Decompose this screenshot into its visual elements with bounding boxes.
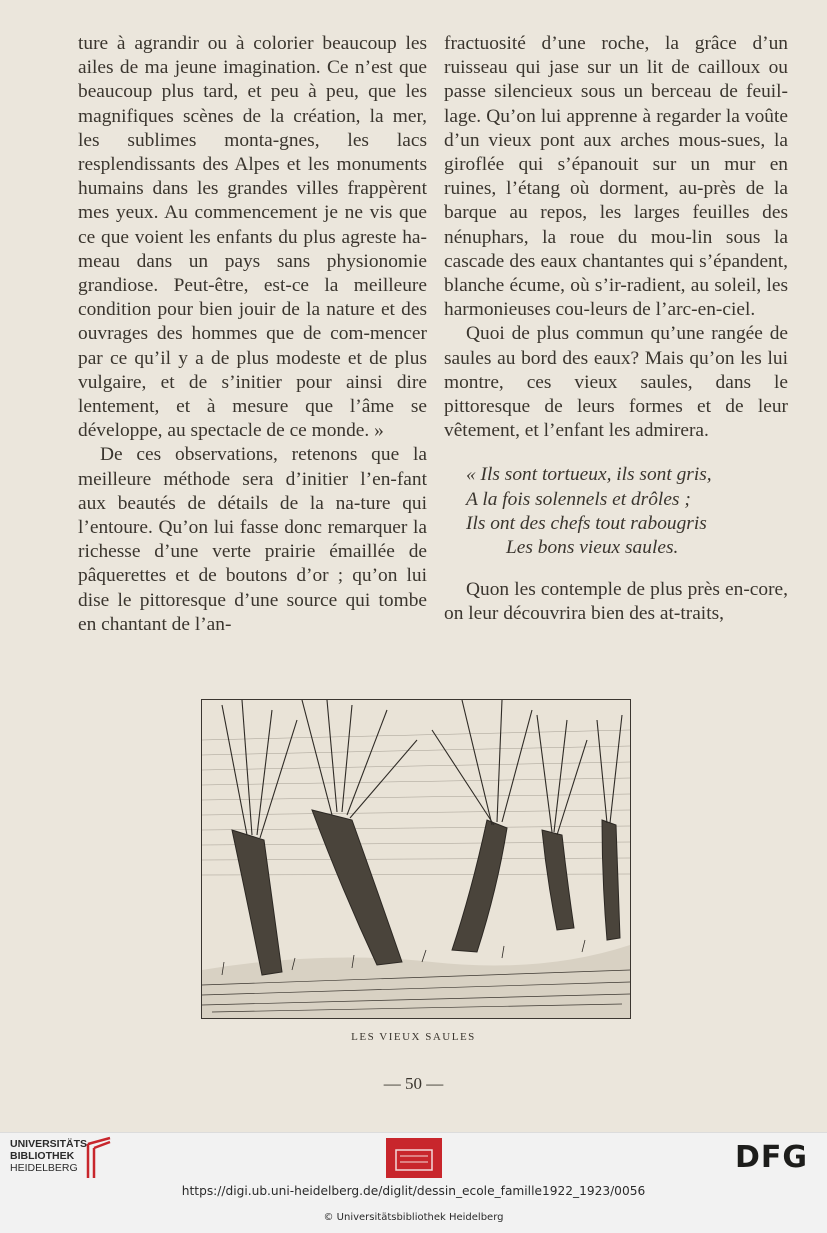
right-paragraph-3: Quon les contemple de plus près en-core, on leur découvrira bien des at-traits, — [444, 579, 788, 625]
library-name-line: HEIDELBERG — [10, 1162, 78, 1174]
willow-illustration — [201, 699, 631, 1019]
poem-stanza — [444, 463, 788, 560]
permalink-url[interactable]: https://digi.ub.uni-heidelberg.de/diglit/dessin_ecole_famille1922_1923/0056 — [181, 1184, 646, 1198]
left-column — [78, 32, 427, 637]
poem-line: A la fois solennels et drôles ; — [466, 488, 691, 510]
left-paragraph-2: De ces observations, retenons que la meilleure méthode sera d’initier l’en-fant aux beautés de détails de la na-ture qui l’entoure. Qu’on lui fasse donc remarquer la richesse d’une verte prairie émaillée de pâquerettes et de boutons d’or ; qu’on lui dise le pittoresque d’une source qui tombe en chantant de l’an- — [78, 444, 427, 635]
willow-engraving-image — [202, 700, 630, 1018]
library-name — [10, 1138, 91, 1174]
page-number: — 50 — — [383, 1074, 444, 1093]
poem-line: Ils ont des chefs tout rabougris — [466, 512, 707, 534]
right-paragraph-2: Quoi de plus commun qu’une rangée de saules au bord des eaux? Mais qu’on les lui montre, ces vieux saules, dans le pittoresque de leurs formes et de leur vêtement, et l’enfant les admirera. — [444, 323, 788, 442]
left-paragraph-1: ture à agrandir ou à colorier beaucoup les ailes de ma jeune imagination. Ce n’est que beaucoup plus tard, et peu à peu, que les magnifiques scènes de la création, la mer, les sublimes monta-gnes, les lacs resplendissants des Alpes et les monuments humains dans les grandes villes frappèrent mes yeux. Au commencement je ne vis que ce que voient les enfants du plus agreste ha-meau dans un pays sans physionomie grandiose. Peut-être, est-ce la meilleure condition pour bien jouir de la nature et des ouvrages des hommes que de com-mencer par ce qu’il y a de plus modeste et de plus vulgaire, et de s’initier pour ainsi dire lentement, et à mesure que l’âme se développe, au spectacle de ce monde. » — [78, 33, 427, 442]
illustration-caption: LES VIEUX SAULES — [351, 1031, 476, 1043]
university-library-logo[interactable] — [84, 1136, 114, 1180]
library-name-line: UNIVERSITÄTS- — [10, 1138, 91, 1150]
poem-line: « Ils sont tortueux, ils sont gris, — [466, 464, 712, 486]
right-column — [444, 32, 788, 627]
poem-line: Les bons vieux saules. — [506, 537, 679, 559]
copyright-notice: © Universitätsbibliothek Heidelberg — [323, 1212, 504, 1223]
right-paragraph-1: fractuosité d’une roche, la grâce d’un ruisseau qui jase sur un lit de cailloux ou passe silencieux sous un berceau de feuil-lage. Qu’on lui apprenne à regarder la voûte d’un vieux pont aux arches mous-sues, la giroflée qui s’épanouit sur un mur en ruines, l’étang où dorment, au-près de la barque au repos, les larges feuilles des nénuphars, la roue du mou-lin sous la cascade des eaux chantantes qui s’épandent, blanche écume, où s’ir-radient, au soleil, les harmonieuses cou-leurs de l’arc-en-ciel. — [444, 33, 788, 321]
heidelberg-digital-logo[interactable] — [386, 1138, 442, 1178]
dfg-logo[interactable]: DFG — [735, 1140, 809, 1175]
library-name-line: BIBLIOTHEK — [10, 1150, 75, 1162]
